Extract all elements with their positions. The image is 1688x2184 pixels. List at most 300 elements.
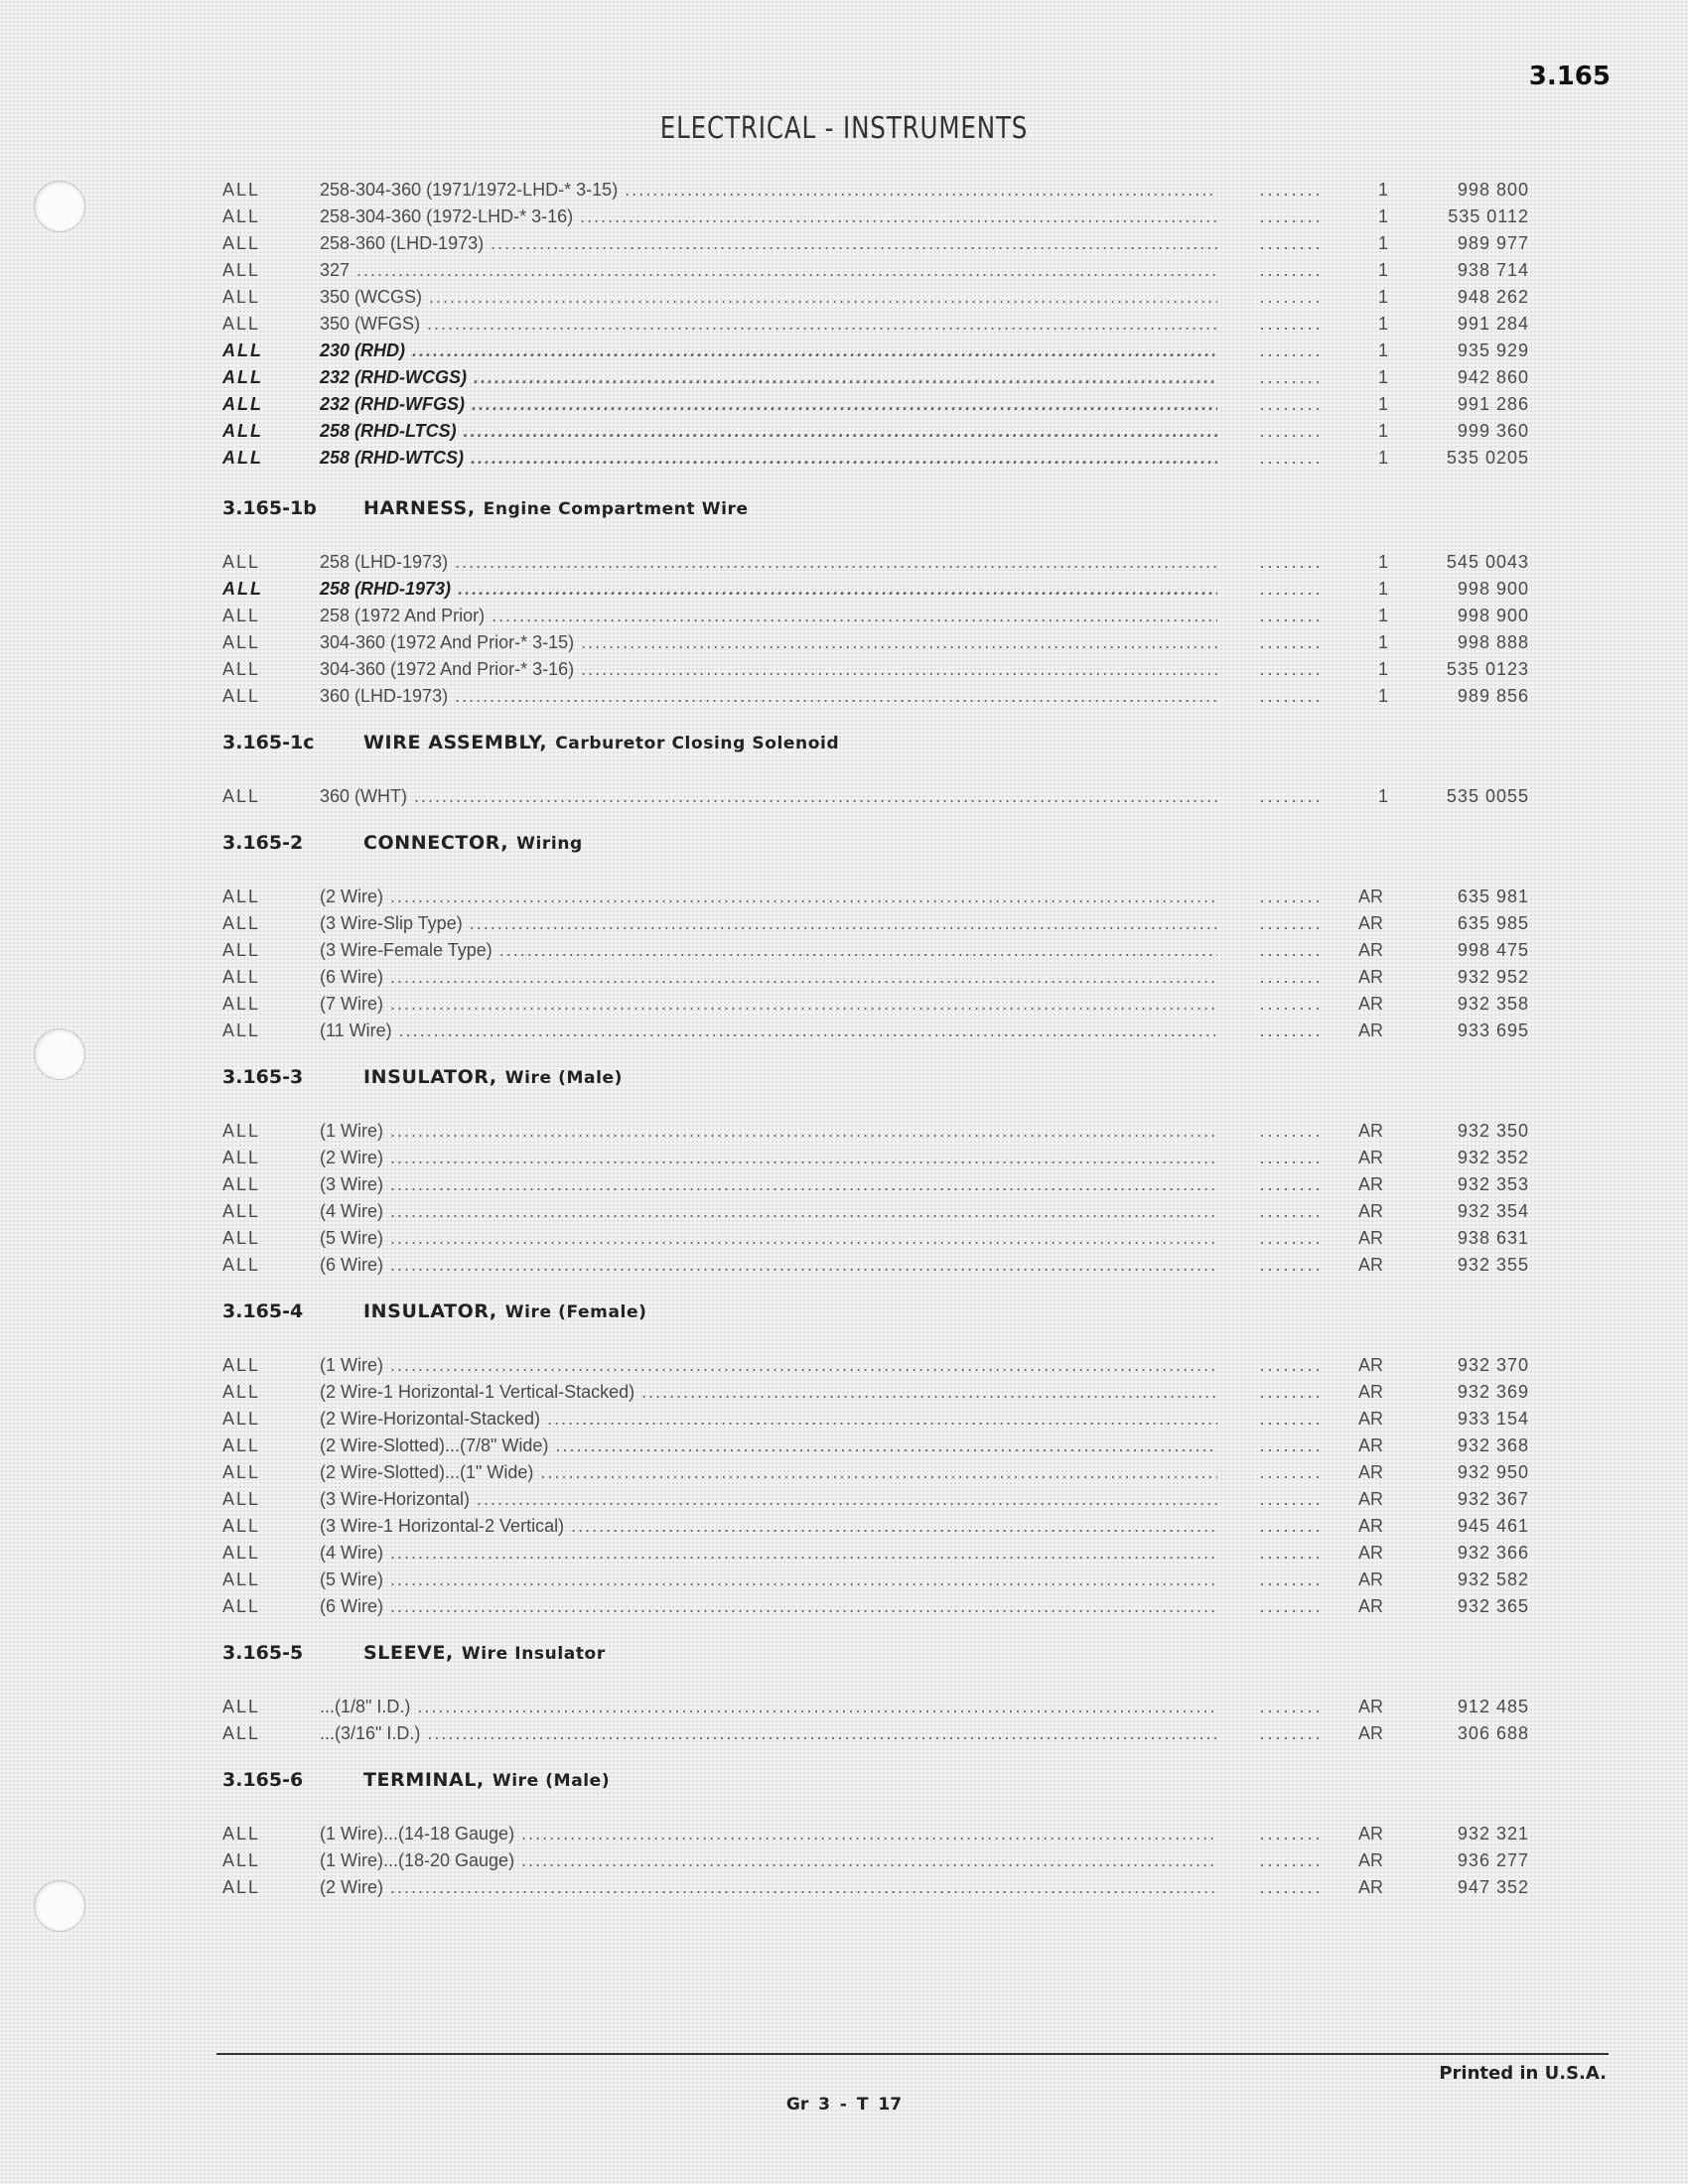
part-number-cell: 998 800 xyxy=(1457,180,1529,200)
description-cell: 304-360 (1972 And Prior-* 3-16) ..... xyxy=(320,656,1217,683)
parts-group xyxy=(0,1642,1688,1747)
description-cell: 258-304-360 (1971/1972-LHD-* 3-15) ..... xyxy=(320,177,1217,204)
part-number-cell: 942 860 xyxy=(1457,367,1529,387)
description-cell: 258 (RHD-1973) ..... xyxy=(320,576,1217,603)
part-number-cell: 306 688 xyxy=(1457,1723,1529,1743)
description-cell: (1 Wire)...(18-20 Gauge) ..... xyxy=(320,1847,1217,1874)
leader-dots: ․․․․․․․․ xyxy=(1259,632,1324,652)
quantity-cell: AR xyxy=(1358,1382,1384,1402)
part-number-cell: 938 714 xyxy=(1457,260,1529,280)
table-row xyxy=(0,1459,1688,1486)
table-row xyxy=(0,603,1688,629)
section-description: Carburetor Closing Solenoid xyxy=(555,734,840,753)
part-number-cell: 932 367 xyxy=(1457,1489,1529,1509)
description-cell: (5 Wire) ..... xyxy=(320,1567,1217,1593)
quantity-cell: AR xyxy=(1358,1489,1384,1509)
parts-group xyxy=(0,497,1688,710)
quantity-cell: AR xyxy=(1358,1877,1384,1897)
leader-dots: ․․․․․․․․ xyxy=(1259,233,1324,253)
model-cell: ALL xyxy=(222,180,261,200)
leader-dots: ․․․․․․․․ xyxy=(1259,206,1324,226)
section-description: Engine Compartment Wire xyxy=(483,499,749,519)
model-cell: ALL xyxy=(222,552,261,572)
quantity-cell: AR xyxy=(1358,1174,1384,1194)
description-cell: 360 (WHT) ..... xyxy=(320,783,1217,810)
page-number: 3.165 xyxy=(1528,62,1611,91)
leader-dots: ․․․․․․․․ xyxy=(1259,1435,1324,1455)
table-row xyxy=(0,418,1688,445)
quantity-cell: AR xyxy=(1358,1824,1384,1843)
part-number-cell: 935 929 xyxy=(1457,341,1529,360)
table-row xyxy=(0,937,1688,964)
quantity-cell: 1 xyxy=(1378,367,1389,387)
section-name: CONNECTOR, xyxy=(363,832,509,854)
leader-dots: ․․․․․․․․ xyxy=(1259,967,1324,987)
section-title xyxy=(363,1066,623,1088)
leader-dots: ․․․․․․․․ xyxy=(1259,421,1324,441)
section-header xyxy=(0,1066,1688,1096)
part-number-cell: 933 695 xyxy=(1457,1021,1529,1040)
footer-code: Gr 3 - T 17 xyxy=(785,2095,903,2115)
quantity-cell: 1 xyxy=(1378,448,1389,468)
leader-dots: ․․․․․․․․ xyxy=(1259,579,1324,599)
leader-dots: ․․․․․․․․ xyxy=(1259,1201,1324,1221)
page-title: ELECTRICAL - INSTRUMENTS xyxy=(659,111,1029,146)
leader-dots: ․․․․․․․․ xyxy=(1259,1596,1324,1616)
table-row xyxy=(0,1145,1688,1171)
leader-dots: ․․․․․․․․ xyxy=(1259,260,1324,280)
model-cell: ALL xyxy=(222,686,261,706)
description-cell: (3 Wire-Slip Type) ..... xyxy=(320,910,1217,937)
table-row xyxy=(0,1540,1688,1567)
model-cell: ALL xyxy=(222,887,261,906)
part-number-cell: 932 582 xyxy=(1457,1570,1529,1589)
leader-dots: ․․․․․․․․ xyxy=(1259,1850,1324,1870)
model-cell: ALL xyxy=(222,1174,261,1194)
model-cell: ALL xyxy=(222,1021,261,1040)
table-row xyxy=(0,284,1688,311)
description-cell: (4 Wire) ..... xyxy=(320,1198,1217,1225)
section-name: WIRE ASSEMBLY, xyxy=(363,732,548,753)
table-row xyxy=(0,1486,1688,1513)
leader-dots: ․․․․․․․․ xyxy=(1259,659,1324,679)
description-cell: 232 (RHD-WCGS) ..... xyxy=(320,364,1217,391)
leader-dots: ․․․․․․․․ xyxy=(1259,994,1324,1014)
model-cell: ALL xyxy=(222,1697,261,1716)
description-cell: (3 Wire-Female Type) ..... xyxy=(320,937,1217,964)
parts-group xyxy=(0,177,1688,476)
table-row xyxy=(0,391,1688,418)
part-number-cell: 932 321 xyxy=(1457,1824,1529,1843)
section-header xyxy=(0,1300,1688,1330)
leader-dots: ․․․․․․․․ xyxy=(1259,1148,1324,1167)
section-title xyxy=(363,832,583,854)
description-cell: (2 Wire-1 Horizontal-1 Vertical-Stacked) ..... xyxy=(320,1379,1217,1406)
quantity-cell: 1 xyxy=(1378,260,1389,280)
model-cell: ALL xyxy=(222,1596,261,1616)
description-cell: (6 Wire) ..... xyxy=(320,1252,1217,1279)
part-number-cell: 932 369 xyxy=(1457,1382,1529,1402)
model-cell: ALL xyxy=(222,1355,261,1375)
leader-dots: ․․․․․․․․ xyxy=(1259,1723,1324,1743)
quantity-cell: AR xyxy=(1358,940,1384,960)
quantity-cell: 1 xyxy=(1378,786,1389,806)
leader-dots: ․․․․․․․․ xyxy=(1259,1382,1324,1402)
leader-dots: ․․․․․․․․ xyxy=(1259,1824,1324,1843)
leader-dots: ․․․․․․․․ xyxy=(1259,1021,1324,1040)
quantity-cell: AR xyxy=(1358,994,1384,1014)
model-cell: ALL xyxy=(222,1850,261,1870)
part-number-cell: 932 952 xyxy=(1457,967,1529,987)
quantity-cell: 1 xyxy=(1378,394,1389,414)
model-cell: ALL xyxy=(222,579,263,599)
part-number-cell: 932 358 xyxy=(1457,994,1529,1014)
description-cell: 258-304-360 (1972-LHD-* 3-16) ..... xyxy=(320,204,1217,230)
model-cell: ALL xyxy=(222,786,261,806)
model-cell: ALL xyxy=(222,1201,261,1221)
leader-dots: ․․․․․․․․ xyxy=(1259,448,1324,468)
part-number-cell: 998 900 xyxy=(1457,606,1529,625)
parts-group xyxy=(0,1769,1688,1901)
part-number-cell: 998 888 xyxy=(1457,632,1529,652)
part-number-cell: 932 950 xyxy=(1457,1462,1529,1482)
quantity-cell: 1 xyxy=(1378,421,1389,441)
section-title xyxy=(363,1300,646,1322)
section-title xyxy=(363,1769,610,1791)
part-number-cell: 989 977 xyxy=(1457,233,1529,253)
table-row xyxy=(0,204,1688,230)
model-cell: ALL xyxy=(222,967,261,987)
quantity-cell: AR xyxy=(1358,1596,1384,1616)
description-cell: (2 Wire-Horizontal-Stacked) ..... xyxy=(320,1406,1217,1433)
quantity-cell: AR xyxy=(1358,1543,1384,1563)
quantity-cell: AR xyxy=(1358,1021,1384,1040)
leader-dots: ․․․․․․․․ xyxy=(1259,552,1324,572)
section-name: TERMINAL, xyxy=(363,1769,485,1791)
part-number-cell: 535 0112 xyxy=(1448,206,1529,226)
section-header xyxy=(0,732,1688,761)
quantity-cell: AR xyxy=(1358,1697,1384,1716)
printed-in-usa: Printed in U.S.A. xyxy=(1439,2063,1607,2084)
leader-dots: ․․․․․․․․ xyxy=(1259,1516,1324,1536)
part-number-cell: 936 277 xyxy=(1457,1850,1529,1870)
description-cell: (2 Wire) ..... xyxy=(320,884,1217,910)
description-cell: (2 Wire-Slotted)...(7/8" Wide) ..... xyxy=(320,1433,1217,1459)
table-row xyxy=(0,1225,1688,1252)
section-description: Wiring xyxy=(516,834,583,854)
table-row xyxy=(0,1847,1688,1874)
part-number-cell: 933 154 xyxy=(1457,1409,1529,1429)
quantity-cell: 1 xyxy=(1378,659,1389,679)
description-cell: ...(1/8" I.D.) ..... xyxy=(320,1694,1217,1720)
section-name: SLEEVE, xyxy=(363,1642,454,1664)
quantity-cell: 1 xyxy=(1378,686,1389,706)
parts-group xyxy=(0,732,1688,810)
table-row xyxy=(0,1694,1688,1720)
model-cell: ALL xyxy=(222,1824,261,1843)
quantity-cell: AR xyxy=(1358,1570,1384,1589)
model-cell: ALL xyxy=(222,659,261,679)
leader-dots: ․․․․․․․․ xyxy=(1259,1570,1324,1589)
part-number-cell: 945 461 xyxy=(1457,1516,1529,1536)
table-row xyxy=(0,656,1688,683)
part-number-cell: 535 0055 xyxy=(1446,786,1529,806)
quantity-cell: 1 xyxy=(1378,579,1389,599)
description-cell: ...(3/16" I.D.) ..... xyxy=(320,1720,1217,1747)
section-title xyxy=(363,732,839,753)
model-cell: ALL xyxy=(222,341,263,360)
model-cell: ALL xyxy=(222,287,261,307)
parts-group xyxy=(0,832,1688,1044)
part-number-cell: 912 485 xyxy=(1457,1697,1529,1716)
leader-dots: ․․․․․․․․ xyxy=(1259,913,1324,933)
table-row xyxy=(0,1720,1688,1747)
description-cell: (1 Wire)...(14-18 Gauge) ..... xyxy=(320,1821,1217,1847)
parts-list xyxy=(0,177,1688,1901)
description-cell: (2 Wire) ..... xyxy=(320,1145,1217,1171)
quantity-cell: AR xyxy=(1358,1355,1384,1375)
leader-dots: ․․․․․․․․ xyxy=(1259,1121,1324,1141)
leader-dots: ․․․․․․․․ xyxy=(1259,367,1324,387)
part-number-cell: 932 355 xyxy=(1457,1255,1529,1275)
model-cell: ALL xyxy=(222,448,263,468)
model-cell: ALL xyxy=(222,1462,261,1482)
description-cell: (5 Wire) ..... xyxy=(320,1225,1217,1252)
leader-dots: ․․․․․․․․ xyxy=(1259,1543,1324,1563)
table-row xyxy=(0,177,1688,204)
model-cell: ALL xyxy=(222,260,261,280)
table-row xyxy=(0,991,1688,1018)
model-cell: ALL xyxy=(222,394,263,414)
table-row xyxy=(0,1593,1688,1620)
quantity-cell: AR xyxy=(1358,1255,1384,1275)
section-number: 3.165-4 xyxy=(222,1300,304,1322)
table-row xyxy=(0,629,1688,656)
leader-dots: ․․․․․․․․ xyxy=(1259,1409,1324,1429)
quantity-cell: 1 xyxy=(1378,180,1389,200)
table-row xyxy=(0,1018,1688,1044)
description-cell: (6 Wire) ..... xyxy=(320,1593,1217,1620)
description-cell: 258-360 (LHD-1973) ..... xyxy=(320,230,1217,257)
description-cell: 258 (RHD-WTCS) ..... xyxy=(320,445,1217,472)
description-cell: (1 Wire) ..... xyxy=(320,1118,1217,1145)
part-number-cell: 932 352 xyxy=(1457,1148,1529,1167)
section-description: Wire Insulator xyxy=(461,1644,606,1664)
quantity-cell: AR xyxy=(1358,887,1384,906)
leader-dots: ․․․․․․․․ xyxy=(1259,1489,1324,1509)
model-cell: ALL xyxy=(222,1121,261,1141)
table-row xyxy=(0,311,1688,338)
quantity-cell: AR xyxy=(1358,1850,1384,1870)
part-number-cell: 635 985 xyxy=(1457,913,1529,933)
leader-dots: ․․․․․․․․ xyxy=(1259,940,1324,960)
table-row xyxy=(0,549,1688,576)
model-cell: ALL xyxy=(222,940,261,960)
table-row xyxy=(0,783,1688,810)
table-row xyxy=(0,964,1688,991)
section-title xyxy=(363,497,749,519)
quantity-cell: 1 xyxy=(1378,606,1389,625)
description-cell: (6 Wire) ..... xyxy=(320,964,1217,991)
section-title xyxy=(363,1642,606,1664)
leader-dots: ․․․․․․․․ xyxy=(1259,1877,1324,1897)
leader-dots: ․․․․․․․․ xyxy=(1259,180,1324,200)
table-row xyxy=(0,1171,1688,1198)
section-number: 3.165-1c xyxy=(222,732,315,753)
section-name: INSULATOR, xyxy=(363,1300,497,1322)
leader-dots: ․․․․․․․․ xyxy=(1259,1697,1324,1716)
description-cell: 230 (RHD) ..... xyxy=(320,338,1217,364)
model-cell: ALL xyxy=(222,1409,261,1429)
quantity-cell: 1 xyxy=(1378,632,1389,652)
leader-dots: ․․․․․․․․ xyxy=(1259,341,1324,360)
quantity-cell: 1 xyxy=(1378,287,1389,307)
table-row xyxy=(0,364,1688,391)
part-number-cell: 989 856 xyxy=(1457,686,1529,706)
description-cell: 350 (WCGS) ..... xyxy=(320,284,1217,311)
description-cell: (3 Wire) ..... xyxy=(320,1171,1217,1198)
part-number-cell: 932 354 xyxy=(1457,1201,1529,1221)
leader-dots: ․․․․․․․․ xyxy=(1259,1228,1324,1248)
description-cell: (11 Wire) ..... xyxy=(320,1018,1217,1044)
section-number: 3.165-6 xyxy=(222,1769,304,1791)
description-cell: (1 Wire) ..... xyxy=(320,1352,1217,1379)
table-row xyxy=(0,683,1688,710)
table-row xyxy=(0,1567,1688,1593)
table-row xyxy=(0,1874,1688,1901)
section-header xyxy=(0,832,1688,862)
quantity-cell: 1 xyxy=(1378,341,1389,360)
leader-dots: ․․․․․․․․ xyxy=(1259,786,1324,806)
model-cell: ALL xyxy=(222,1723,261,1743)
footer-rule xyxy=(216,2053,1609,2055)
description-cell: (2 Wire) ..... xyxy=(320,1874,1217,1901)
part-number-cell: 535 0205 xyxy=(1446,448,1529,468)
part-number-cell: 999 360 xyxy=(1457,421,1529,441)
part-number-cell: 998 475 xyxy=(1457,940,1529,960)
model-cell: ALL xyxy=(222,314,261,334)
quantity-cell: AR xyxy=(1358,1228,1384,1248)
section-header xyxy=(0,1642,1688,1672)
table-row xyxy=(0,230,1688,257)
model-cell: ALL xyxy=(222,1228,261,1248)
leader-dots: ․․․․․․․․ xyxy=(1259,394,1324,414)
leader-dots: ․․․․․․․․ xyxy=(1259,606,1324,625)
section-name: INSULATOR, xyxy=(363,1066,497,1088)
leader-dots: ․․․․․․․․ xyxy=(1259,1174,1324,1194)
part-number-cell: 991 284 xyxy=(1457,314,1529,334)
table-row xyxy=(0,257,1688,284)
part-number-cell: 932 350 xyxy=(1457,1121,1529,1141)
section-number: 3.165-1b xyxy=(222,497,317,519)
part-number-cell: 932 365 xyxy=(1457,1596,1529,1616)
table-row xyxy=(0,1379,1688,1406)
table-row xyxy=(0,576,1688,603)
model-cell: ALL xyxy=(222,606,261,625)
model-cell: ALL xyxy=(222,206,261,226)
section-number: 3.165-5 xyxy=(222,1642,304,1664)
section-header xyxy=(0,1769,1688,1799)
leader-dots: ․․․․․․․․ xyxy=(1259,887,1324,906)
description-cell: 258 (LHD-1973) ..... xyxy=(320,549,1217,576)
section-description: Wire (Female) xyxy=(504,1302,647,1322)
quantity-cell: AR xyxy=(1358,1201,1384,1221)
section-header xyxy=(0,497,1688,527)
model-cell: ALL xyxy=(222,1877,261,1897)
description-cell: 258 (RHD-LTCS) ..... xyxy=(320,418,1217,445)
table-row xyxy=(0,1252,1688,1279)
model-cell: ALL xyxy=(222,1382,261,1402)
quantity-cell: 1 xyxy=(1378,314,1389,334)
description-cell: (3 Wire-Horizontal) ..... xyxy=(320,1486,1217,1513)
section-name: HARNESS, xyxy=(363,497,476,519)
table-row xyxy=(0,1513,1688,1540)
table-row xyxy=(0,1406,1688,1433)
section-description: Wire (Male) xyxy=(504,1068,624,1088)
table-row xyxy=(0,884,1688,910)
model-cell: ALL xyxy=(222,367,263,387)
table-row xyxy=(0,1118,1688,1145)
description-cell: 350 (WFGS) ..... xyxy=(320,311,1217,338)
quantity-cell: 1 xyxy=(1378,552,1389,572)
description-cell: (3 Wire-1 Horizontal-2 Vertical) ..... xyxy=(320,1513,1217,1540)
model-cell: ALL xyxy=(222,632,261,652)
quantity-cell: AR xyxy=(1358,1462,1384,1482)
model-cell: ALL xyxy=(222,1435,261,1455)
part-number-cell: 991 286 xyxy=(1457,394,1529,414)
table-row xyxy=(0,1198,1688,1225)
table-row xyxy=(0,1433,1688,1459)
description-cell: 360 (LHD-1973) ..... xyxy=(320,683,1217,710)
section-description: Wire (Male) xyxy=(492,1771,611,1791)
quantity-cell: AR xyxy=(1358,967,1384,987)
part-number-cell: 635 981 xyxy=(1457,887,1529,906)
quantity-cell: AR xyxy=(1358,1121,1384,1141)
quantity-cell: AR xyxy=(1358,1723,1384,1743)
section-number: 3.165-3 xyxy=(222,1066,304,1088)
model-cell: ALL xyxy=(222,1255,261,1275)
description-cell: (4 Wire) ..... xyxy=(320,1540,1217,1567)
description-cell: 327 ..... xyxy=(320,257,1217,284)
model-cell: ALL xyxy=(222,994,261,1014)
leader-dots: ․․․․․․․․ xyxy=(1259,287,1324,307)
quantity-cell: AR xyxy=(1358,1148,1384,1167)
description-cell: 232 (RHD-WFGS) ..... xyxy=(320,391,1217,418)
description-cell: 304-360 (1972 And Prior-* 3-15) ..... xyxy=(320,629,1217,656)
table-row xyxy=(0,445,1688,472)
leader-dots: ․․․․․․․․ xyxy=(1259,1462,1324,1482)
model-cell: ALL xyxy=(222,233,261,253)
leader-dots: ․․․․․․․․ xyxy=(1259,1255,1324,1275)
table-row xyxy=(0,338,1688,364)
part-number-cell: 932 366 xyxy=(1457,1543,1529,1563)
part-number-cell: 932 370 xyxy=(1457,1355,1529,1375)
leader-dots: ․․․․․․․․ xyxy=(1259,686,1324,706)
model-cell: ALL xyxy=(222,913,261,933)
model-cell: ALL xyxy=(222,1516,261,1536)
quantity-cell: AR xyxy=(1358,1516,1384,1536)
leader-dots: ․․․․․․․․ xyxy=(1259,1355,1324,1375)
part-number-cell: 947 352 xyxy=(1457,1877,1529,1897)
model-cell: ALL xyxy=(222,1489,261,1509)
table-row xyxy=(0,1352,1688,1379)
part-number-cell: 938 631 xyxy=(1457,1228,1529,1248)
quantity-cell: 1 xyxy=(1378,233,1389,253)
quantity-cell: AR xyxy=(1358,913,1384,933)
parts-group xyxy=(0,1066,1688,1279)
part-number-cell: 998 900 xyxy=(1457,579,1529,599)
part-number-cell: 545 0043 xyxy=(1446,552,1529,572)
